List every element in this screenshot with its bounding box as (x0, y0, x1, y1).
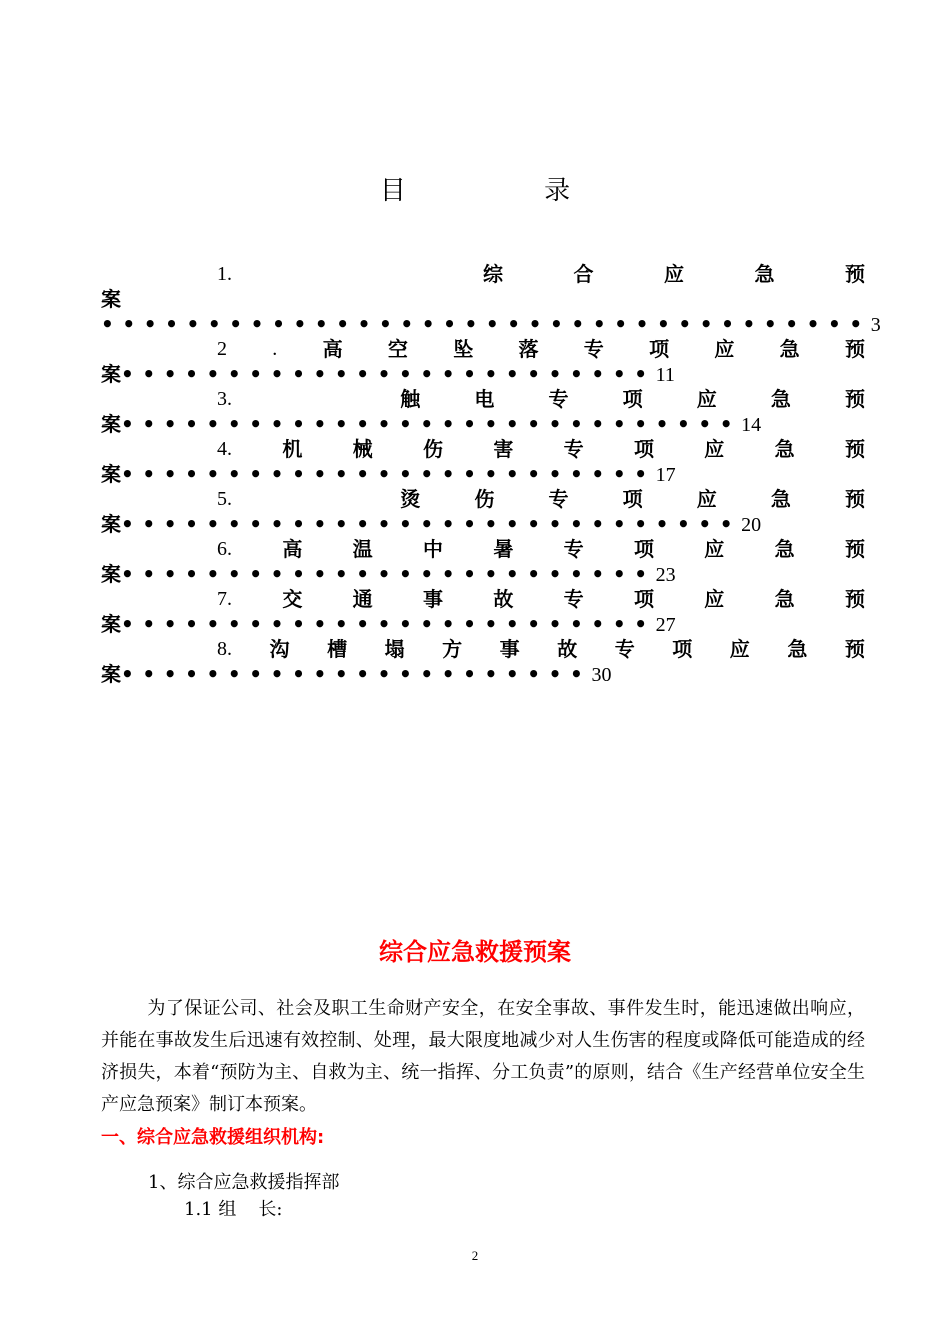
toc-entry-last-char: 案 (101, 512, 121, 536)
toc-entry-char: 高 (282, 537, 303, 561)
toc-entry-char: 项 (633, 437, 654, 461)
toc-entry-char: 预 (844, 537, 865, 561)
toc-entry-last-char: 案 (101, 362, 121, 386)
toc-entry-page: 11 (655, 364, 675, 386)
toc-entry-leader-dots: •••••••••••••••••••••••••••••••••••• (101, 312, 871, 336)
toc-entry-char: 应 (714, 337, 735, 361)
toc-entry-char: 应 (704, 537, 725, 561)
toc-entry-char: 专 (563, 437, 584, 461)
toc-entry-char: 伤 (474, 487, 495, 511)
toc-entry-char: 交 (282, 587, 303, 611)
intro-paragraph-text: 为了保证公司、社会及职工生命财产安全，在安全事故、事件发生时，能迅速做出响应，并能在事故发生后迅速有效控制、处理，最大限度地减少对人生伤害的程度或降低可能造成的经济损失，本着“预防为主、自救为主、统一指挥、分工负责”的原则，结合《生产经营单位安全生产应急预案》制订本预案。 (101, 998, 865, 1115)
toc-entry-char: 应 (704, 437, 725, 461)
toc-entry-leader-dots: •••••••••••••••••••••• (121, 662, 592, 686)
toc-entry-number: 7. (217, 588, 232, 610)
section-heading: 一、综合应急救援组织机构: (101, 1127, 325, 1148)
subsubsection-label-b: 长: (258, 1199, 283, 1220)
toc-entry-char: 专 (548, 487, 569, 511)
toc-entry-char: 暑 (493, 537, 514, 561)
toc-entry-char: 预 (844, 637, 865, 661)
toc-entry-page: 20 (741, 514, 762, 536)
toc-entry-leader-line[interactable] (101, 312, 881, 337)
toc-entry-char: 急 (770, 487, 791, 511)
toc-entry-last-char: 案 (101, 662, 121, 686)
toc-entry-char: 故 (493, 587, 514, 611)
toc-entry-char: 项 (622, 487, 643, 511)
toc-entry-page: 30 (591, 664, 612, 686)
toc-entry-leader-dots: ••••••••••••••••••••••••• (121, 612, 656, 636)
toc-entry-char: 急 (754, 262, 775, 286)
toc-entry-number: 4. (217, 438, 232, 460)
toc-entry-title[interactable] (101, 587, 865, 612)
toc-entry-char: 塌 (384, 637, 405, 661)
toc-entry-char: 专 (614, 637, 635, 661)
toc-entry-leader-dots: ••••••••••••••••••••••••• (121, 362, 656, 386)
toc-entry-char: 伤 (422, 437, 443, 461)
toc-entry-char: 沟 (269, 637, 290, 661)
toc-entry-char: 急 (774, 437, 795, 461)
toc-entry-char: 应 (729, 637, 750, 661)
toc-entry-number: 2 (217, 338, 227, 360)
toc-title-right: 录 (544, 176, 571, 206)
toc-entry-leader-line[interactable] (101, 362, 865, 387)
toc-entry-title[interactable] (101, 437, 865, 462)
toc-entry-char: 事 (422, 587, 443, 611)
toc-title (0, 170, 950, 207)
subsubsection-number: 1.1 (184, 1199, 213, 1220)
toc-entry-title[interactable] (101, 262, 865, 287)
toc-entry-char: 槽 (327, 637, 348, 661)
toc-entry-char: 急 (774, 537, 795, 561)
toc-entry-leader-dots: ••••••••••••••••••••••••• (121, 562, 656, 586)
toc-entry-char: 机 (282, 437, 303, 461)
toc-entry-leader-line[interactable] (101, 412, 865, 437)
toc-entry-char: 预 (844, 437, 865, 461)
toc-entry-char: 急 (779, 337, 800, 361)
toc-entry-char: 预 (844, 587, 865, 611)
toc-entry-number: 1. (217, 263, 232, 285)
toc-entry-title[interactable] (101, 337, 865, 362)
subsubsection-heading (184, 1195, 282, 1221)
toc-entry-char: 应 (704, 587, 725, 611)
toc-entry-char: 应 (664, 262, 684, 286)
toc-entry-title[interactable] (101, 387, 865, 412)
toc-entry-char: 急 (774, 587, 795, 611)
toc-entry-char: 通 (352, 587, 373, 611)
toc-entry-char: 中 (422, 537, 443, 561)
toc-entry-page: 27 (655, 614, 676, 636)
toc-entry-char: 预 (844, 337, 865, 361)
toc-entry-number-dot: . (272, 338, 278, 360)
toc-entry-char: 预 (845, 262, 865, 286)
toc-entry-char: 项 (633, 537, 654, 561)
toc-entry-leader-line[interactable] (101, 512, 865, 537)
toc-entry-page: 17 (655, 464, 676, 486)
toc-entry-last-char: 案 (101, 412, 121, 436)
toc-entry-char: 械 (352, 437, 373, 461)
toc-entry-char: 专 (563, 537, 584, 561)
toc-entry-char: 电 (474, 387, 495, 411)
toc-entry-char: 高 (322, 337, 343, 361)
page-number: 2 (471, 1248, 479, 1263)
toc-entry-char: 害 (493, 437, 514, 461)
toc-entry-number: 8. (217, 638, 232, 660)
toc-entry-char: 专 (548, 387, 569, 411)
toc-entry-char: 坠 (453, 337, 474, 361)
toc-entry-char: 急 (787, 637, 808, 661)
toc-entry-char: 综 (483, 262, 503, 286)
main-heading: 综合应急救援预案 (379, 938, 571, 966)
toc-entry-title[interactable] (101, 487, 865, 512)
toc-entry-char: 急 (770, 387, 791, 411)
toc-entry-char: 项 (649, 337, 670, 361)
toc-entry-char: 应 (696, 387, 717, 411)
toc-entry-leader-line[interactable] (101, 287, 865, 312)
toc-entry-title[interactable] (101, 537, 865, 562)
toc-entry-leader-line[interactable] (101, 462, 865, 487)
toc-entry-leader-line[interactable] (101, 662, 865, 687)
toc-entry-page: 3 (870, 314, 881, 336)
toc-entry-char: 专 (563, 587, 584, 611)
toc-entry-char: 事 (499, 637, 520, 661)
table-of-contents (101, 262, 881, 687)
toc-entry-leader-dots: ••••••••••••••••••••••••••••• (121, 512, 742, 536)
toc-entry-char: 烫 (400, 487, 421, 511)
toc-entry-leader-dots: ••••••••••••••••••••••••• (121, 462, 656, 486)
subsubsection-label-a: 组 (218, 1199, 237, 1220)
subsection-heading: 1、综合应急救援指挥部 (148, 1172, 340, 1193)
toc-entry-title[interactable] (101, 637, 865, 662)
toc-entry-char: 应 (696, 487, 717, 511)
toc-entry-char: 预 (845, 487, 865, 511)
toc-entry-number: 6. (217, 538, 232, 560)
toc-entry-page: 23 (655, 564, 676, 586)
toc-entry-char: 项 (622, 387, 643, 411)
toc-entry-leader-line[interactable] (101, 612, 865, 637)
toc-entry-char: 专 (583, 337, 604, 361)
toc-entry-leader-dots: ••••••••••••••••••••••••••••• (121, 412, 742, 436)
toc-entry-page: 14 (741, 414, 762, 436)
toc-entry-number: 3. (217, 388, 232, 410)
toc-title-left: 目 (379, 176, 406, 206)
toc-entry-char: 空 (387, 337, 408, 361)
toc-entry-char: 方 (442, 637, 463, 661)
toc-entry-last-char: 案 (101, 462, 121, 486)
toc-entry-char: 故 (557, 637, 578, 661)
toc-entry-char: 预 (845, 387, 865, 411)
toc-entry-leader-line[interactable] (101, 562, 865, 587)
toc-entry-number: 5. (217, 488, 232, 510)
intro-paragraph (101, 993, 865, 1121)
toc-entry-char: 温 (352, 537, 373, 561)
toc-entry-char: 项 (633, 587, 654, 611)
toc-entry-char: 触 (400, 387, 421, 411)
toc-entry-char: 项 (672, 637, 693, 661)
toc-entry-last-char: 案 (101, 612, 121, 636)
toc-entry-last-char: 案 (101, 287, 121, 311)
toc-entry-char: 合 (573, 262, 594, 286)
toc-entry-char: 落 (518, 337, 539, 361)
toc-entry-last-char: 案 (101, 562, 121, 586)
